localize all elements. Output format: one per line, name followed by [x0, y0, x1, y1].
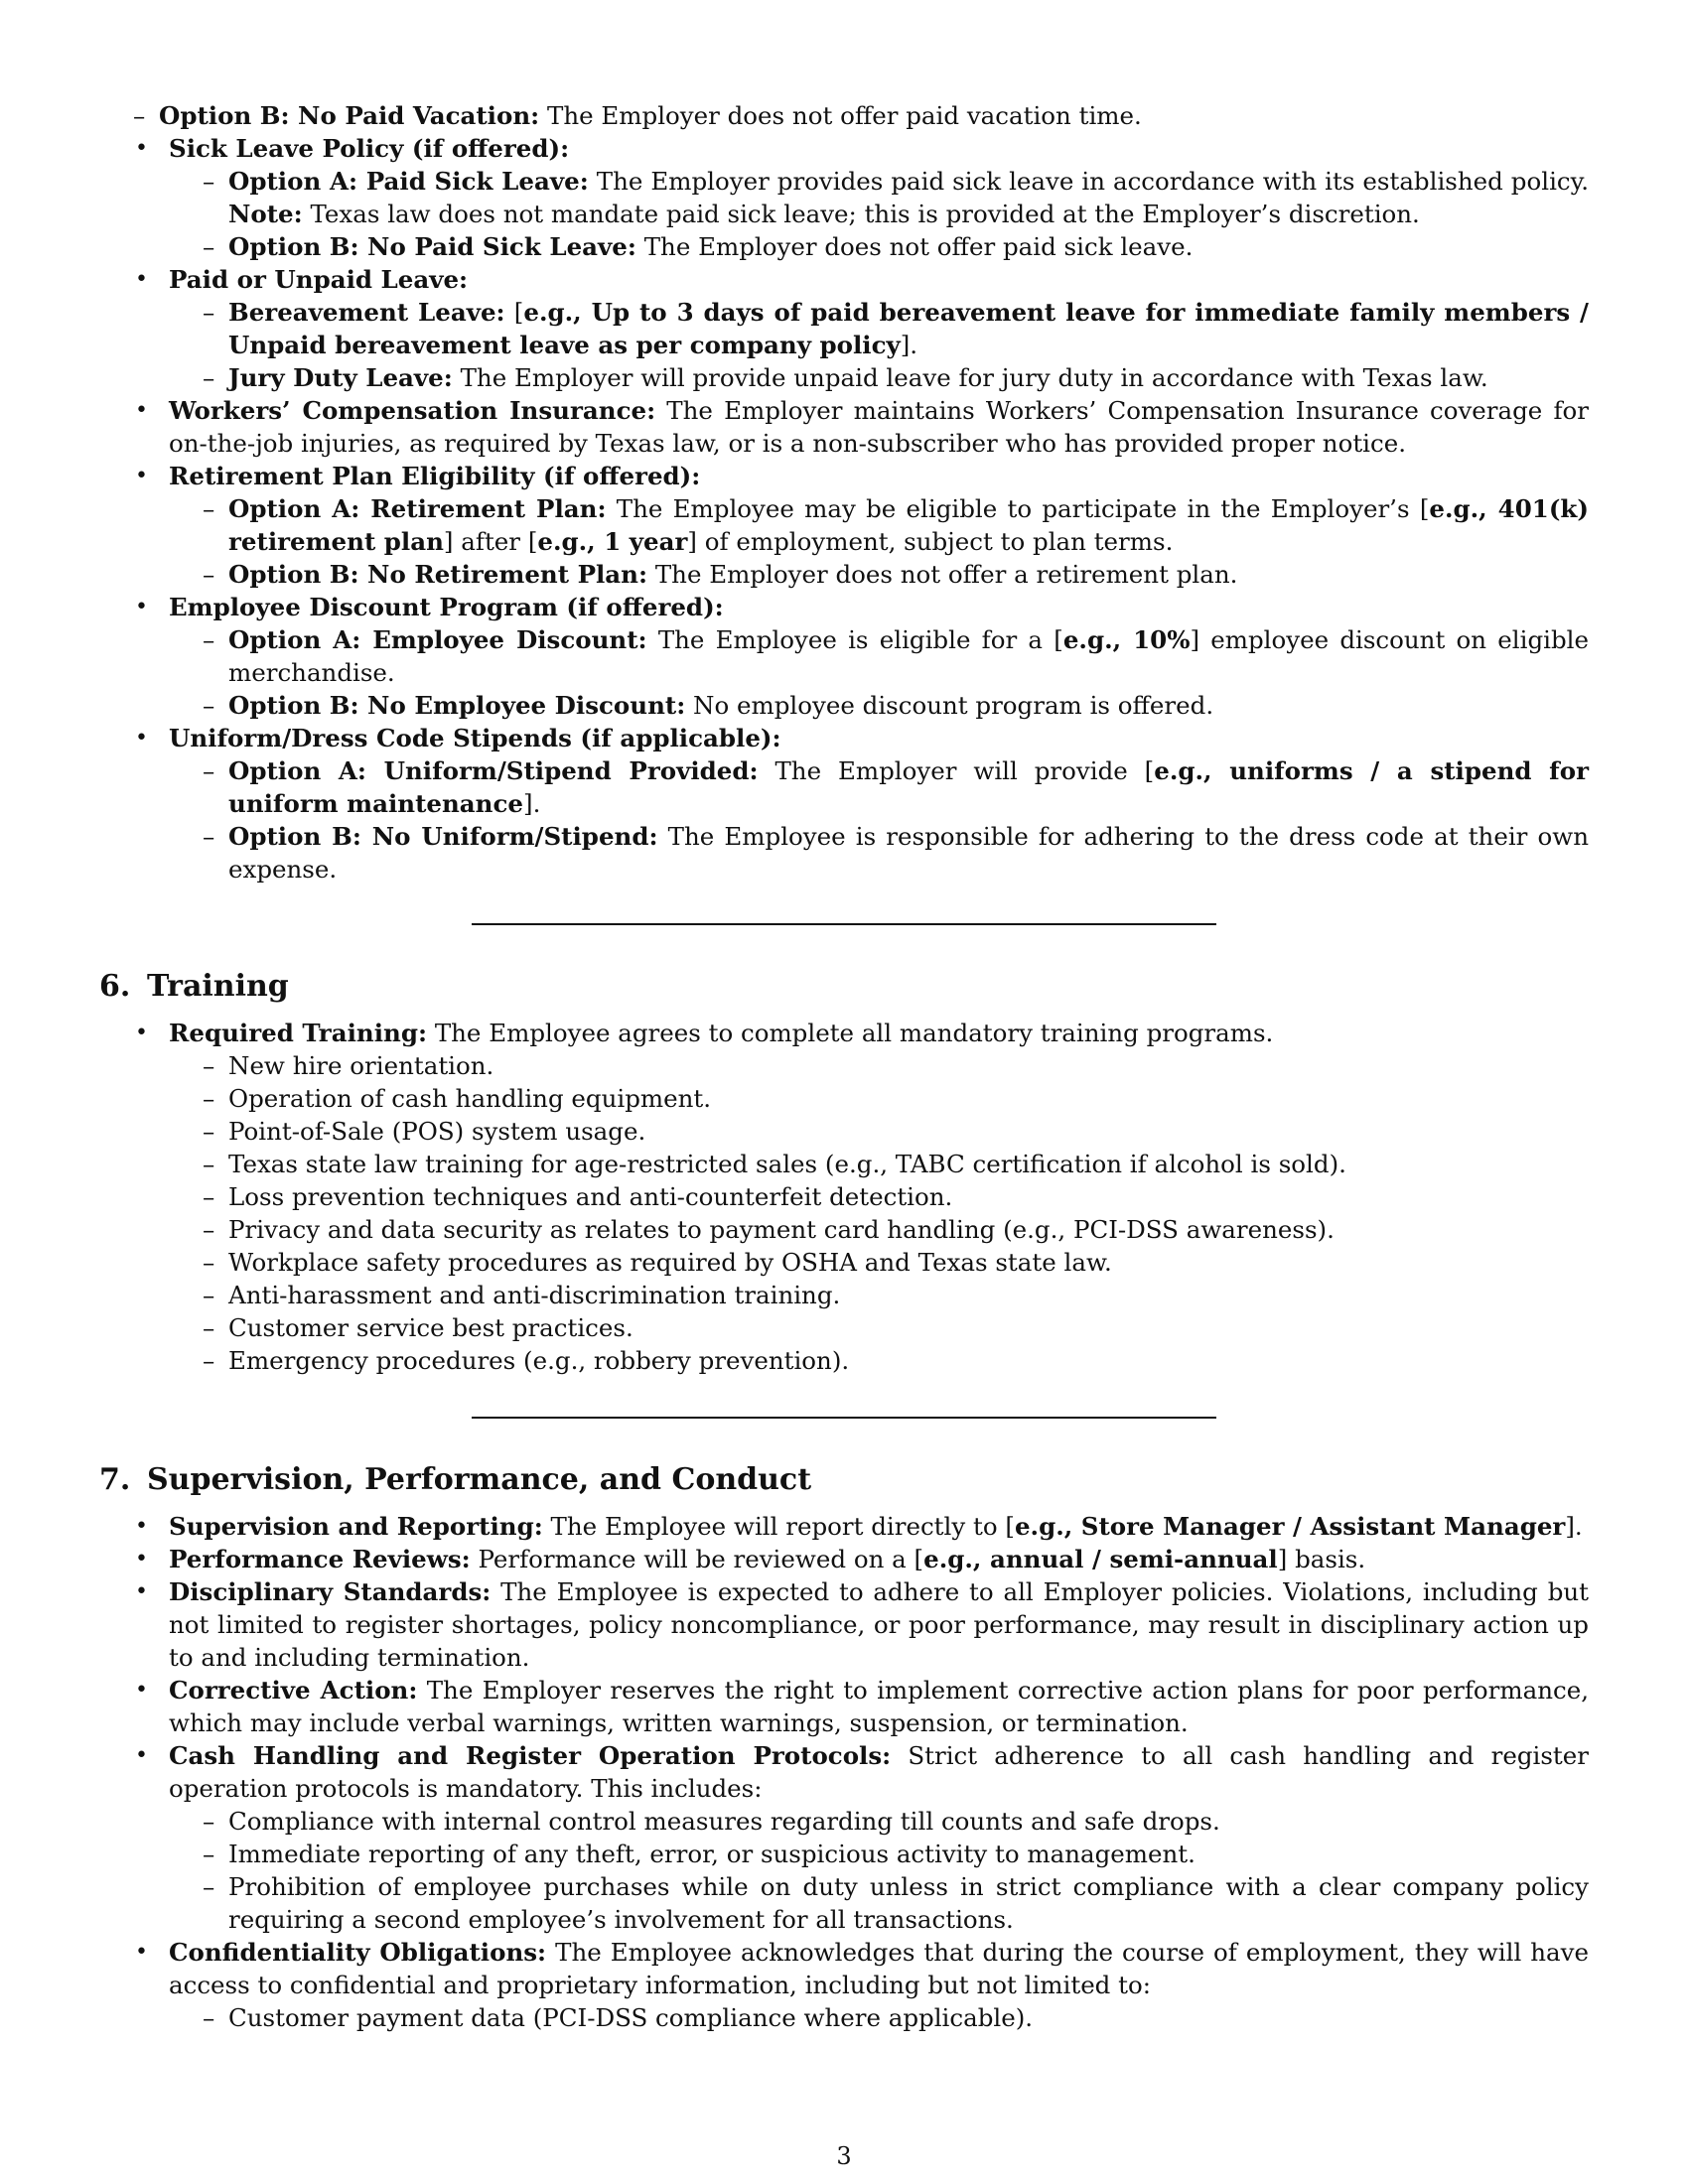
- list-item: [169, 820, 1589, 886]
- item-text: The Employee agrees to complete all mandatory training programs.: [434, 1019, 1274, 1047]
- list-item-uniform: [99, 722, 1589, 886]
- option-text: The Employer will provide: [774, 756, 1128, 785]
- bullet-marker: •: [135, 398, 148, 423]
- option-text: employee discount on eligible merchandise.: [228, 625, 1589, 687]
- training-item: [169, 1246, 1589, 1279]
- dash-marker: –: [203, 1117, 215, 1146]
- training-text: Point-of-Sale (POS) system usage.: [228, 1117, 646, 1146]
- list-item: – Option A: Retirement Plan: The Employee may be eligible to participate in the Employer’s [e.g., 401(k) retirement plan] after [e.g., 1 year] of employment, subject to plan terms.: [203, 494, 1589, 556]
- bullet-marker: •: [135, 726, 148, 751]
- bullet-marker: •: [135, 1514, 148, 1539]
- option-label: Option A: Uniform/Stipend Provided:: [228, 756, 759, 785]
- placeholder-text: e.g., 1 year: [537, 527, 688, 556]
- dash-marker: –: [203, 1872, 215, 1901]
- placeholder-text: e.g., 10%: [1062, 625, 1191, 654]
- bracket-open: [: [914, 1545, 924, 1573]
- option-text: The Employee is eligible for a: [657, 625, 1044, 654]
- training-text: Customer service best practices.: [228, 1313, 633, 1342]
- placeholder-text: e.g., uniforms / a stipend for uniform maintenance: [228, 756, 1589, 818]
- dash-marker: –: [203, 167, 215, 196]
- training-item: [169, 1180, 1589, 1213]
- item-label: Workers’ Compensation Insurance:: [169, 396, 656, 425]
- option-label: Option B: No Paid Sick Leave:: [228, 232, 636, 261]
- item-label: Required Training:: [169, 1019, 428, 1047]
- section-title: Training: [147, 969, 289, 1004]
- item-text: The Employer maintains Workers’ Compensation Insurance coverage for on-the-job injuries, as required by Texas law, or is a non-subscriber who has provided proper notice.: [169, 396, 1589, 458]
- item-text: The Employee acknowledges that during the course of employment, they will have access to confidential and proprietary information, including but not limited to:: [169, 1938, 1589, 1999]
- dash-marker: –: [203, 822, 215, 851]
- option-text: The Employer does not offer paid sick leave.: [643, 232, 1194, 261]
- training-text: Texas state law training for age-restricted sales (e.g., TABC certification if alcohol is sold).: [228, 1150, 1346, 1178]
- item-text: Customer payment data (PCI-DSS compliance where applicable).: [228, 2003, 1034, 2032]
- bracket-close: ].: [1565, 1512, 1583, 1541]
- bracket-close: ].: [523, 789, 541, 818]
- list-item-leave: [99, 263, 1589, 394]
- training-items: [169, 1049, 1589, 1377]
- list-item: [169, 1870, 1589, 1936]
- page-number: 3: [836, 2142, 852, 2170]
- vacation-options-list: [99, 99, 1589, 132]
- placeholder-text: e.g., Store Manager / Assistant Manager: [1014, 1512, 1566, 1541]
- option-label: Jury Duty Leave:: [228, 363, 453, 392]
- option-label: Option A: Retirement Plan:: [228, 494, 607, 523]
- training-item: [169, 1311, 1589, 1344]
- list-item: – Option A: Employee Discount: The Employee is eligible for a [e.g., 10%] employee discount on eligible merchandise.: [203, 625, 1589, 687]
- item-label: Sick Leave Policy (if offered):: [169, 134, 570, 163]
- dash-marker: –: [203, 1840, 215, 1868]
- dash-marker: –: [203, 232, 215, 261]
- section-heading-supervision: [99, 1460, 1589, 1500]
- item-label: Confidentiality Obligations:: [169, 1938, 547, 1967]
- item-label: Retirement Plan Eligibility (if offered):: [169, 462, 701, 490]
- bracket-open: [: [527, 527, 538, 556]
- dash-marker: –: [203, 494, 215, 523]
- training-list: [99, 1017, 1589, 1377]
- item-label: Cash Handling and Register Operation Protocols:: [169, 1741, 892, 1770]
- dash-marker: –: [203, 1807, 215, 1836]
- placeholder-text: e.g., annual / semi-annual: [923, 1545, 1278, 1573]
- section-number: 7.: [99, 1462, 131, 1497]
- option-text: The Employee may be eligible to participate in the Employer’s: [616, 494, 1410, 523]
- dash-marker: –: [203, 1182, 215, 1211]
- training-item: [169, 1148, 1589, 1180]
- training-text: Loss prevention techniques and anti-counterfeit detection.: [228, 1182, 953, 1211]
- training-item: [169, 1049, 1589, 1082]
- section-heading-training: [99, 967, 1589, 1007]
- item-text: The Employee is expected to adhere to all Employer policies. Violations, including but not limited to register shortages, policy noncompliance, or poor performance, may result in disciplinary action up to and including termination.: [169, 1577, 1589, 1672]
- bullet-marker: •: [135, 136, 148, 161]
- item-label: Uniform/Dress Code Stipends (if applicable):: [169, 724, 781, 752]
- dash-marker: –: [203, 1313, 215, 1342]
- list-item-retirement: [99, 460, 1589, 591]
- item-text: Strict adherence to all cash handling and register operation protocols is mandatory. This includes:: [169, 1741, 1589, 1803]
- dash-marker: –: [203, 691, 215, 720]
- dash-marker: –: [203, 560, 215, 589]
- section-number: 6.: [99, 969, 131, 1004]
- list-item-supervision: [99, 1510, 1589, 1543]
- item-label: Paid or Unpaid Leave:: [169, 265, 469, 294]
- bullet-marker: •: [135, 595, 148, 619]
- bullet-marker: •: [135, 1579, 148, 1604]
- list-item: [169, 296, 1589, 361]
- bullet-marker: •: [135, 464, 148, 488]
- item-text: Performance will be reviewed on a: [478, 1545, 907, 1573]
- list-item-corrective: [99, 1674, 1589, 1739]
- dash-marker: –: [203, 1051, 215, 1080]
- option-text: The Employee is responsible for adhering to the dress code at their own expense.: [228, 822, 1589, 884]
- option-label: Option B: No Retirement Plan:: [228, 560, 648, 589]
- training-item: [169, 1279, 1589, 1311]
- training-item: [169, 1344, 1589, 1377]
- bracket-open: [: [1144, 756, 1155, 785]
- training-text: Workplace safety procedures as required by OSHA and Texas state law.: [228, 1248, 1112, 1277]
- bracket-open: [: [1054, 625, 1063, 654]
- option-label: Option A: Employee Discount:: [228, 625, 647, 654]
- placeholder-text: e.g., 401(k) retirement plan: [228, 494, 1589, 556]
- bracket-open: [: [513, 298, 524, 327]
- note-label: Note:: [228, 200, 303, 228]
- dash-marker: –: [203, 2003, 215, 2032]
- dash-marker: –: [203, 1215, 215, 1244]
- note-text: Texas law does not mandate paid sick leave; this is provided at the Employer’s discretion.: [310, 200, 1420, 228]
- option-text: The Employer does not offer a retirement plan.: [654, 560, 1238, 589]
- option-text: The Employer provides paid sick leave in accordance with its established policy.: [596, 167, 1590, 196]
- bullet-marker: •: [135, 1547, 148, 1571]
- option-label: Option A: Paid Sick Leave:: [228, 167, 589, 196]
- list-item-workers-comp: [99, 394, 1589, 460]
- training-item: [169, 1082, 1589, 1115]
- option-text: The Employer does not offer paid vacation time.: [546, 101, 1142, 130]
- bullet-marker: •: [135, 1940, 148, 1965]
- list-item: [169, 361, 1589, 394]
- bullet-marker: •: [135, 267, 148, 292]
- dash-marker: –: [203, 1084, 215, 1113]
- item-label: Disciplinary Standards:: [169, 1577, 492, 1606]
- list-item: [169, 1838, 1589, 1870]
- bracket-open: [: [1419, 494, 1430, 523]
- list-item: [169, 2001, 1589, 2034]
- option-label: Option B: No Paid Vacation:: [159, 101, 540, 130]
- option-text: of employment, subject to plan terms.: [704, 527, 1174, 556]
- section-divider: [472, 1417, 1216, 1419]
- list-item-reviews: [99, 1543, 1589, 1575]
- page-content: [99, 99, 1589, 2034]
- section-title: Supervision, Performance, and Conduct: [147, 1462, 812, 1497]
- option-text: after: [461, 527, 521, 556]
- list-item-required-training: [99, 1017, 1589, 1377]
- item-text: Immediate reporting of any theft, error, or suspicious activity to management.: [228, 1840, 1196, 1868]
- option-text: The Employer will provide unpaid leave for jury duty in accordance with Texas law.: [460, 363, 1488, 392]
- item-label: Employee Discount Program (if offered):: [169, 593, 724, 621]
- item-text: Compliance with internal control measures regarding till counts and safe drops.: [228, 1807, 1220, 1836]
- list-item: [169, 754, 1589, 820]
- option-label: Option B: No Uniform/Stipend:: [228, 822, 658, 851]
- option-label: Option B: No Employee Discount:: [228, 691, 686, 720]
- item-text: The Employer reserves the right to implement corrective action plans for poor performance, which may include verbal warnings, written warnings, suspension, or termination.: [169, 1676, 1589, 1737]
- list-item: [169, 689, 1589, 722]
- list-item: [169, 558, 1589, 591]
- dash-marker: –: [203, 1281, 215, 1309]
- item-text: Prohibition of employee purchases while on duty unless in strict compliance with a clear company policy requiring a second employee’s involvement for all transactions.: [228, 1872, 1589, 1934]
- list-item-sick-leave: [99, 132, 1589, 263]
- list-item: [169, 165, 1589, 230]
- list-item-disciplinary: [99, 1575, 1589, 1674]
- option-label: Bereavement Leave:: [228, 298, 505, 327]
- placeholder-text: e.g., Up to 3 days of paid bereavement leave for immediate family members / Unpaid bereavement leave as per company policy: [228, 298, 1590, 359]
- benefits-list: [99, 132, 1589, 886]
- item-label: Corrective Action:: [169, 1676, 418, 1705]
- dash-marker: –: [133, 101, 146, 130]
- list-item-discount: [99, 591, 1589, 722]
- conduct-list: [99, 1510, 1589, 2034]
- dash-marker: –: [203, 1346, 215, 1375]
- training-item: [169, 1115, 1589, 1148]
- item-label: Supervision and Reporting:: [169, 1512, 543, 1541]
- list-item-cash-handling: [99, 1739, 1589, 1936]
- list-item: [99, 99, 1589, 132]
- bullet-marker: •: [135, 1678, 148, 1703]
- training-text: New hire orientation.: [228, 1051, 494, 1080]
- list-item: [169, 1805, 1589, 1838]
- training-text: Operation of cash handling equipment.: [228, 1084, 712, 1113]
- list-item-confidentiality: [99, 1936, 1589, 2034]
- dash-marker: –: [203, 1248, 215, 1277]
- training-item: [169, 1213, 1589, 1246]
- dash-marker: –: [203, 625, 215, 654]
- item-text: The Employee will report directly to: [550, 1512, 998, 1541]
- bullet-marker: •: [135, 1021, 148, 1045]
- option-text: No employee discount program is offered.: [693, 691, 1214, 720]
- bullet-marker: •: [135, 1743, 148, 1768]
- section-divider: [472, 923, 1216, 925]
- bracket-close: ] basis.: [1277, 1545, 1366, 1573]
- dash-marker: –: [203, 363, 215, 392]
- dash-marker: –: [203, 756, 215, 785]
- training-text: Emergency procedures (e.g., robbery prevention).: [228, 1346, 850, 1375]
- bracket-close: ].: [900, 331, 918, 359]
- training-text: Privacy and data security as relates to payment card handling (e.g., PCI-DSS awareness).: [228, 1215, 1335, 1244]
- training-text: Anti-harassment and anti-discrimination training.: [228, 1281, 841, 1309]
- dash-marker: –: [203, 298, 215, 327]
- dash-marker: –: [203, 1150, 215, 1178]
- item-label: Performance Reviews:: [169, 1545, 471, 1573]
- list-item: [169, 230, 1589, 263]
- bracket-open: [: [1005, 1512, 1015, 1541]
